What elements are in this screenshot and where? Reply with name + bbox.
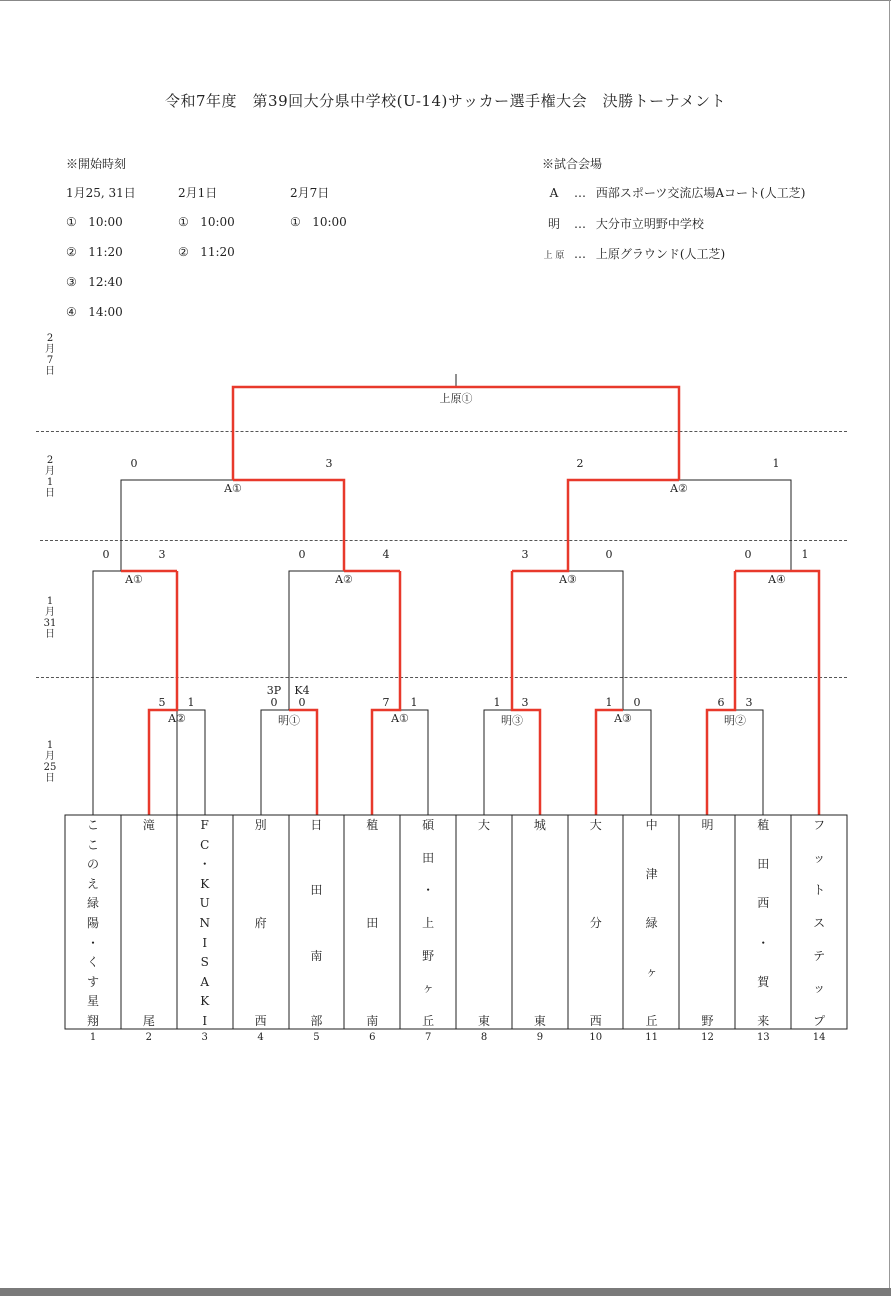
team-name-char: 丘 xyxy=(422,1013,435,1028)
team-name-char: 緑 xyxy=(645,916,658,930)
team-name-char: 大 xyxy=(589,818,602,832)
team-name-char: 大 xyxy=(478,818,491,832)
team-name-char: 稙 xyxy=(366,818,379,832)
team-name-char: 田 xyxy=(422,850,435,865)
team-name-char: 西 xyxy=(254,1014,267,1028)
team-name-cell xyxy=(568,815,624,1029)
team-name-char: F xyxy=(200,818,209,832)
qf-score: 0 xyxy=(605,548,613,561)
schedule-date-3: 2月7日 xyxy=(290,186,330,200)
team-name-char: 津 xyxy=(645,867,658,881)
team-name-char: 中 xyxy=(645,818,658,832)
team-name-char: C xyxy=(200,837,210,852)
team-name-cell xyxy=(344,815,400,1029)
team-name-char: 尾 xyxy=(142,1014,155,1028)
team-name-char: 賀 xyxy=(757,974,770,989)
team-name-char: ・ xyxy=(757,935,770,950)
schedule-slot: ① 10:00 xyxy=(178,215,235,229)
team-name-char: く xyxy=(86,955,99,970)
r1-score: 1 xyxy=(493,696,501,709)
qf-match-label: A① xyxy=(125,573,143,586)
r1-score: 0 xyxy=(633,696,641,709)
team-name-cell xyxy=(791,815,847,1029)
team-name-char: ヶ xyxy=(645,965,658,979)
team-name-char: 翔 xyxy=(86,1013,99,1028)
team-name-char: A xyxy=(200,974,210,989)
r1-match-label: 明③ xyxy=(501,714,523,727)
team-name-char: ・ xyxy=(86,935,99,950)
r1-pk: 3P xyxy=(266,684,282,697)
team-name-char: 部 xyxy=(310,1013,323,1028)
team-name-char: 分 xyxy=(589,916,602,930)
team-name-char: 明 xyxy=(701,818,714,832)
team-name-char: 田 xyxy=(757,857,770,872)
round-date-quarterfinal: 1 月 31 日 xyxy=(43,596,57,640)
venue-item: 明 … 大分市立明野中学校 xyxy=(547,217,704,231)
schedule-date-1: 1月25, 31日 xyxy=(66,186,136,200)
schedule-date-2: 2月1日 xyxy=(178,186,218,200)
round-date-semifinal: 2 月 1 日 xyxy=(45,455,55,499)
team-name-cell xyxy=(121,815,177,1029)
team-number: 9 xyxy=(536,1032,544,1043)
team-name-char: 東 xyxy=(478,1014,491,1028)
r1-score: 1 xyxy=(187,696,195,709)
team-name-char: 城 xyxy=(533,818,546,832)
team-name-char: ト xyxy=(813,883,826,898)
team-name-char: 陽 xyxy=(86,915,99,930)
r1-match-label: 明① xyxy=(278,714,300,727)
schedule-slot: ④ 14:00 xyxy=(66,305,123,319)
team-name-char: 野 xyxy=(701,1014,714,1028)
r1-match-label: A② xyxy=(168,712,186,725)
team-name-char: す xyxy=(86,974,99,989)
venues-heading: ※試合会場 xyxy=(542,157,603,171)
venue-item: A … 西部スポーツ交流広場Aコート(人工芝) xyxy=(549,186,806,200)
team-name-char: 丘 xyxy=(645,1014,658,1028)
r1-score: 3 xyxy=(521,696,529,709)
schedule-heading: ※開始時刻 xyxy=(66,157,127,171)
team-name-cell xyxy=(233,815,289,1029)
sf-score: 2 xyxy=(576,457,584,470)
team-number: 14 xyxy=(812,1032,826,1043)
team-name-char: I xyxy=(202,1013,208,1028)
team-name-char: 星 xyxy=(86,994,99,1009)
r1-score: 6 xyxy=(717,696,725,709)
team-name-char: ・ xyxy=(422,883,435,898)
r1-score: 0 xyxy=(298,696,306,709)
team-name-char: プ xyxy=(813,1013,826,1028)
r1-score: 1 xyxy=(410,696,418,709)
team-number: 1 xyxy=(89,1032,97,1043)
qf-score: 1 xyxy=(801,548,809,561)
round-date-final: 2 月 7 日 xyxy=(45,333,55,377)
r1-score: 5 xyxy=(158,696,166,709)
team-name-char: U xyxy=(199,896,210,911)
team-name-char: 田 xyxy=(366,916,379,930)
team-name-char: 田 xyxy=(310,883,323,898)
team-number: 8 xyxy=(480,1032,488,1043)
team-name-char: 来 xyxy=(757,1013,770,1028)
team-number: 11 xyxy=(645,1032,658,1043)
sf-score: 3 xyxy=(325,457,333,470)
team-number: 4 xyxy=(257,1032,264,1043)
qf-match-label: A② xyxy=(335,573,353,586)
team-name-char: の xyxy=(86,857,99,872)
team-name-char: こ xyxy=(86,837,99,852)
team-name-char: フ xyxy=(813,818,826,832)
r1-pk: K4 xyxy=(294,684,310,697)
sf-score: 0 xyxy=(130,457,138,470)
team-name-cell xyxy=(512,815,568,1029)
team-number: 3 xyxy=(201,1032,208,1043)
r1-match-label: 明② xyxy=(724,714,746,727)
team-name-char: S xyxy=(200,955,209,970)
team-name-char: え xyxy=(86,876,99,891)
team-name-char: 東 xyxy=(533,1014,546,1028)
team-name-cell xyxy=(177,815,233,1029)
sf-match-label: A② xyxy=(670,482,688,495)
schedule-slot: ① 10:00 xyxy=(66,215,123,229)
team-name-char: 稙 xyxy=(757,818,770,832)
team-name-char: 滝 xyxy=(142,818,155,832)
team-number: 6 xyxy=(369,1032,376,1043)
team-number: 2 xyxy=(145,1032,153,1043)
r1-score: 7 xyxy=(382,696,390,709)
qf-score: 3 xyxy=(158,548,166,561)
team-name-cell xyxy=(735,815,791,1029)
schedule-slot: ③ 12:40 xyxy=(66,275,123,289)
team-name-cell xyxy=(288,815,344,1029)
team-name-char: 西 xyxy=(589,1014,602,1028)
r1-match-label: A① xyxy=(391,712,409,725)
team-name-char: 碩 xyxy=(422,818,435,832)
team-name-char: 南 xyxy=(310,948,323,963)
team-name-char: 緑 xyxy=(86,896,99,911)
team-name-char: N xyxy=(199,915,210,930)
team-name-char: K xyxy=(200,876,210,891)
sf-score: 1 xyxy=(772,457,780,470)
schedule-slot: ① 10:00 xyxy=(290,215,347,229)
team-name-char: 日 xyxy=(310,818,323,832)
team-number: 12 xyxy=(701,1032,714,1043)
team-name-char: ス xyxy=(813,915,826,930)
r1-score: 1 xyxy=(605,696,613,709)
venue-item: 上 原 … 上原グラウンド(人工芝) xyxy=(543,247,726,261)
team-number: 10 xyxy=(589,1032,603,1043)
team-name-char: 野 xyxy=(422,948,435,963)
qf-match-label: A③ xyxy=(559,573,577,586)
r1-match-label: A③ xyxy=(614,712,632,725)
team-number: 5 xyxy=(313,1032,320,1043)
team-name-char: 南 xyxy=(366,1014,379,1028)
qf-score: 0 xyxy=(744,548,752,561)
team-name-cell xyxy=(400,815,456,1029)
team-name-char: 府 xyxy=(254,916,267,930)
team-name-cell xyxy=(65,815,121,1029)
team-name-cell xyxy=(456,815,512,1029)
team-name-cell xyxy=(679,815,735,1029)
qf-score: 0 xyxy=(298,548,306,561)
team-name-char: K xyxy=(200,994,210,1009)
schedule-slot: ② 11:20 xyxy=(178,245,235,259)
team-name-char: ッ xyxy=(813,850,826,865)
schedule-slot: ② 11:20 xyxy=(66,245,123,259)
team-name-char: I xyxy=(202,935,208,950)
r1-score: 3 xyxy=(745,696,753,709)
page-title: 令和7年度 第39回大分県中学校(U-14)サッカー選手権大会 決勝トーナメント xyxy=(165,92,726,110)
r1-score: 0 xyxy=(270,696,278,709)
team-number: 7 xyxy=(424,1032,432,1043)
sf-match-label: A① xyxy=(224,482,242,495)
team-name-char: 上 xyxy=(422,915,435,930)
team-number: 13 xyxy=(756,1032,770,1043)
team-name-char: 別 xyxy=(254,818,267,832)
team-name-char: テ xyxy=(813,948,826,963)
team-name-cell xyxy=(624,815,680,1029)
team-name-char: ッ xyxy=(813,981,826,996)
qf-score: 4 xyxy=(382,548,390,561)
qf-score: 0 xyxy=(102,548,110,561)
final-match-label: 上原① xyxy=(439,392,473,405)
qf-match-label: A④ xyxy=(768,573,786,586)
team-name-char: ・ xyxy=(198,857,211,872)
round-date-round1: 1 月 25 日 xyxy=(43,740,57,784)
team-name-char: こ xyxy=(86,818,99,832)
team-name-char: 西 xyxy=(757,896,770,911)
qf-score: 3 xyxy=(521,548,529,561)
team-name-char: ヶ xyxy=(422,981,435,996)
